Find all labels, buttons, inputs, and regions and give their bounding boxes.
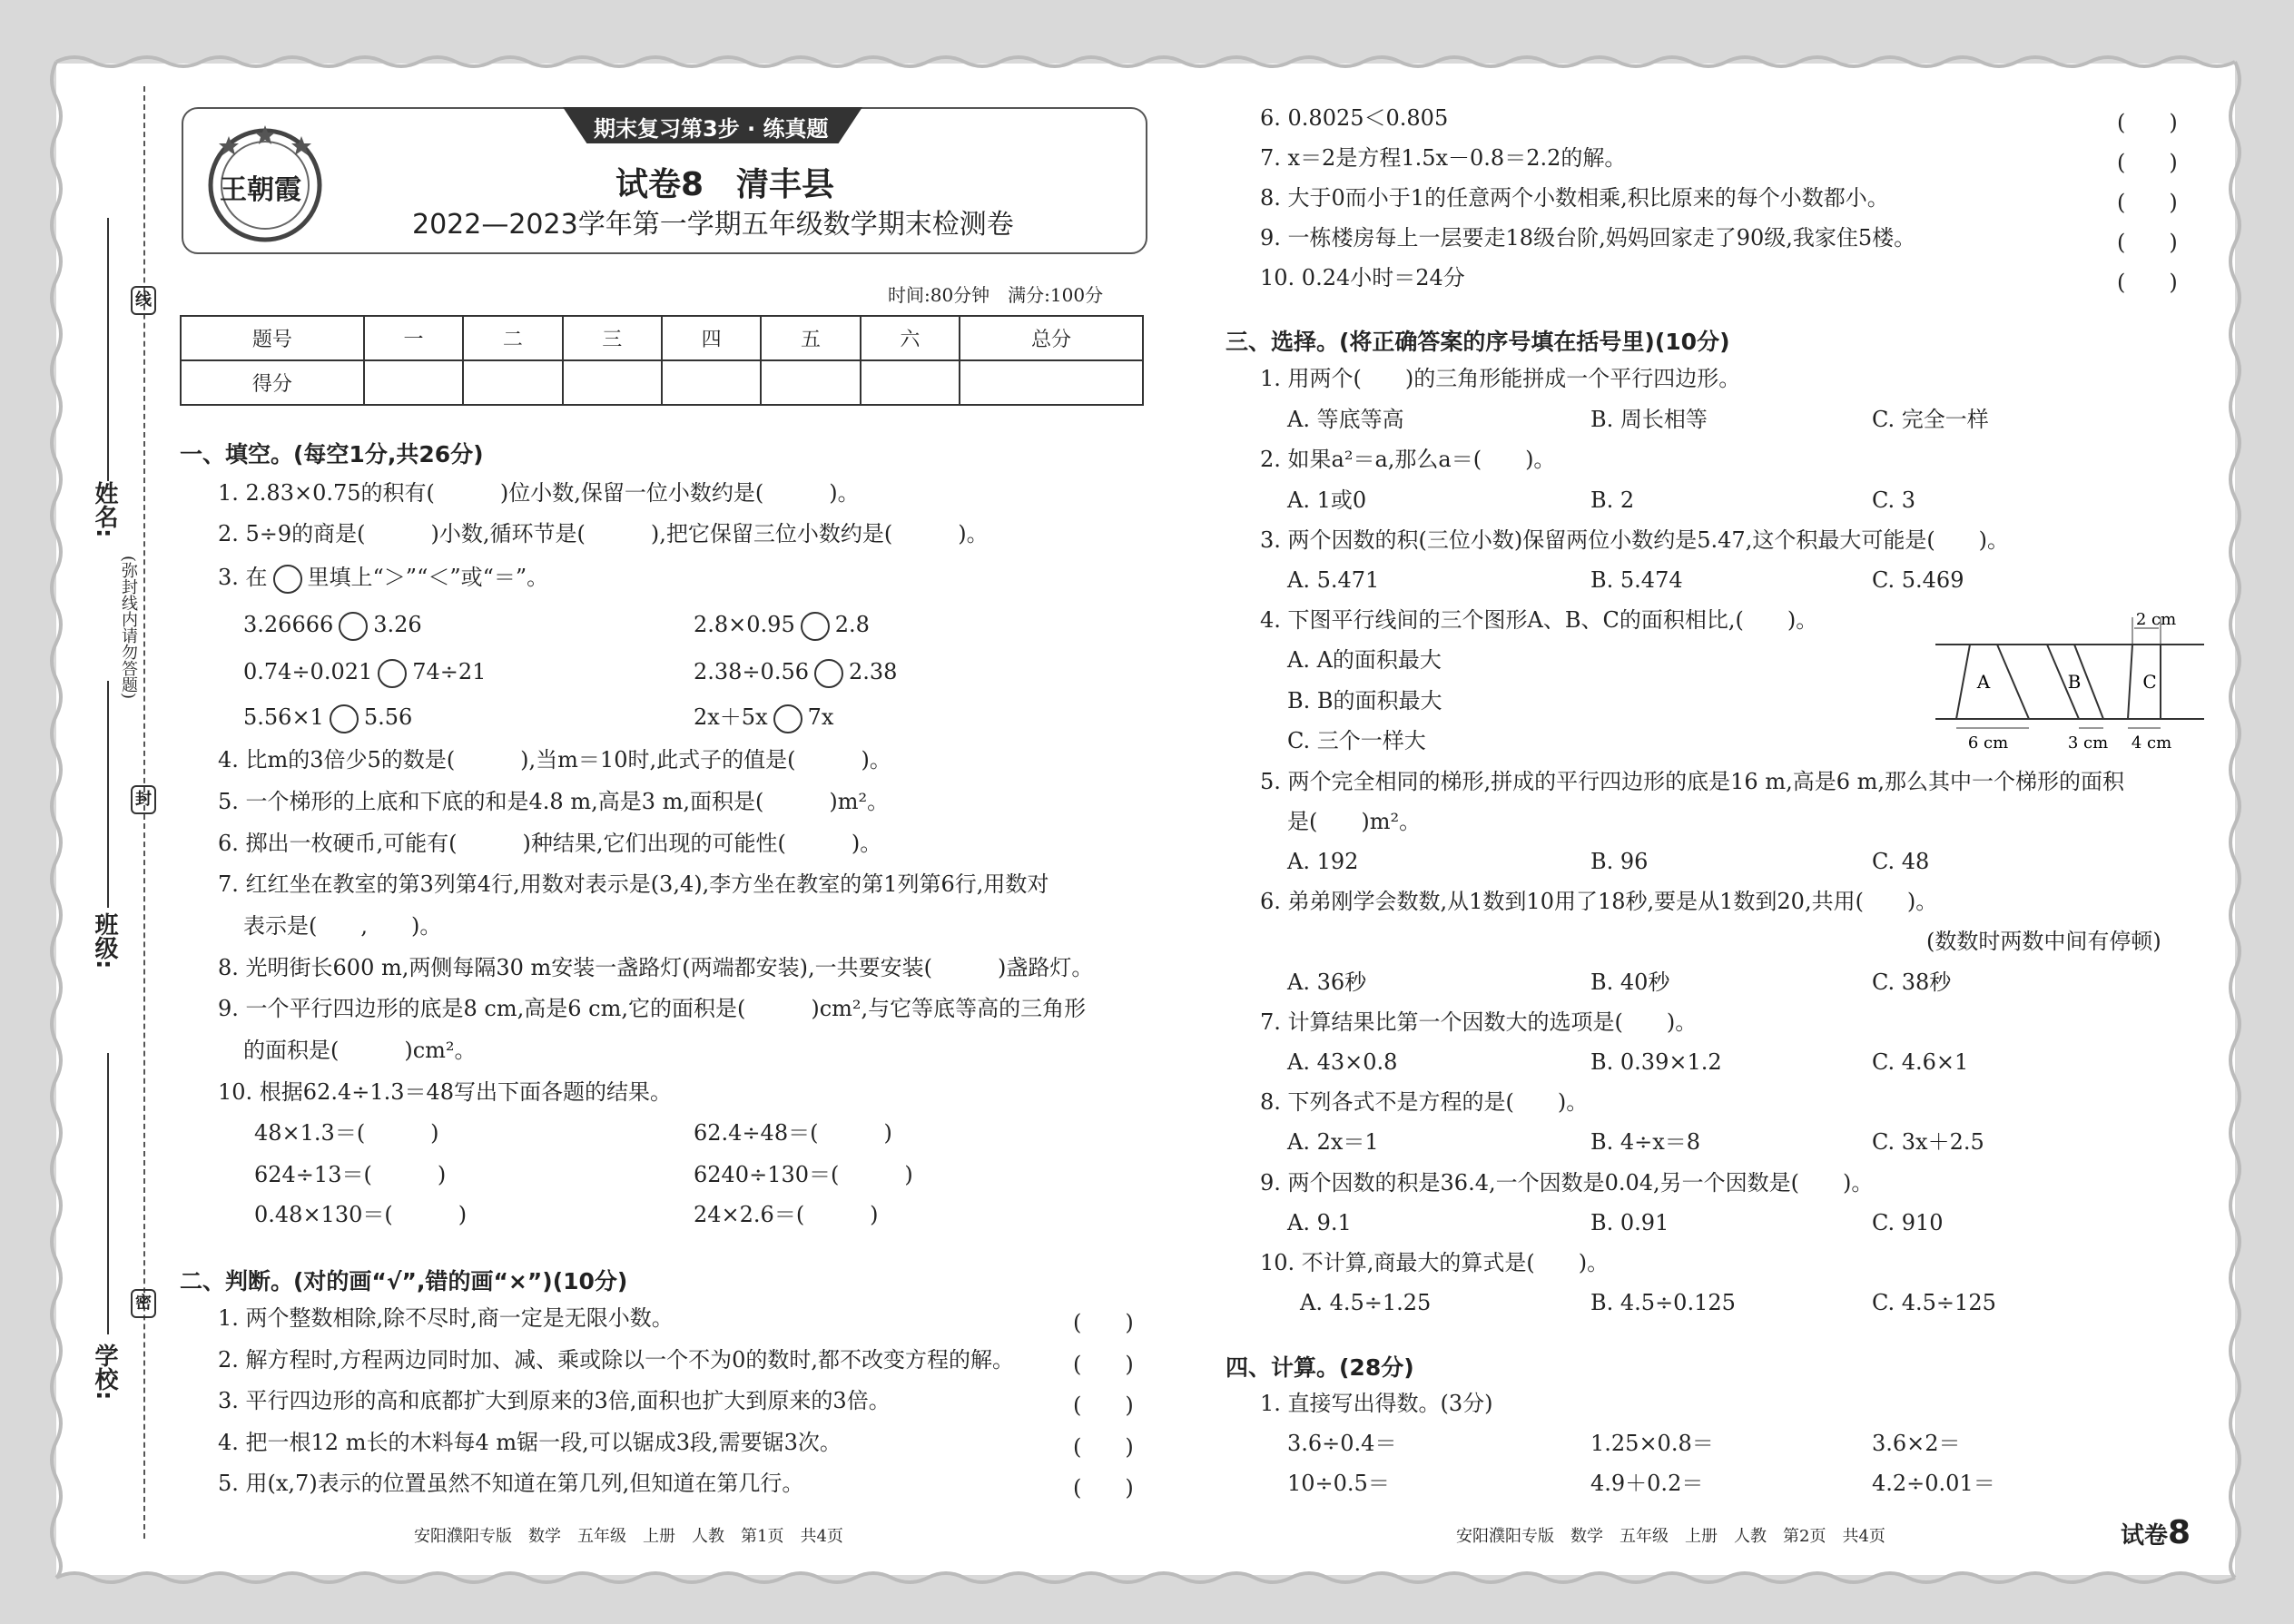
option: A. 192 [1287,849,1359,874]
judge-item: 2. 解方程时,方程两边同时加、减、乘或除以一个不为0的数时,都不改变方程的解。 [218,1347,1015,1373]
score-header: 一 [364,316,463,360]
badge-prefix: 试卷 [2121,1522,2169,1550]
binding-note: (弥封线内请勿答题) [116,556,140,699]
section3-title: 三、选择。(将正确答案的序号填在括号里)(10分) [1226,329,1730,355]
parallel-lines-figure [1934,608,2206,763]
option: B. 0.91 [1590,1210,1669,1235]
option: C. 三个一样大 [1287,728,1426,753]
mi-mark: 密 [131,1289,156,1318]
s1-q3-head: 3. 在 [218,565,268,590]
footer-left: 安阳濮阳专版 数学 五年级 上册 人教 第1页 共4页 [414,1527,843,1546]
s1-q6: 6. 掷出一枚硬币,可能有( )种结果,它们出现的可能性( )。 [218,831,882,856]
option: C. 910 [1872,1210,1944,1235]
answer-circle[interactable] [814,659,843,688]
class-label: 班级: [91,912,118,969]
option: C. 4.5÷125 [1872,1290,1996,1315]
footer-right: 安阳濮阳专版 数学 五年级 上册 人教 第2页 共4页 [1456,1527,1885,1546]
s3-q5b: 是( )m²。 [1287,809,1422,834]
judge-item: 7. x＝2是方程1.5x－0.8＝2.2的解。 [1260,145,1627,171]
option: B. 96 [1590,849,1649,874]
q10-item: 624÷13＝( ) [254,1162,447,1187]
s3-q8: 8. 下列各式不是方程的是( )。 [1260,1089,1589,1115]
judge-item: 6. 0.8025＜0.805 [1260,105,1449,131]
line-mark: 线 [131,286,156,315]
s1-q7b: 表示是( , )。 [243,913,442,939]
s1-q10: 10. 根据62.4÷1.3＝48写出下面各题的结果。 [218,1079,673,1105]
s3-q9: 9. 两个因数的积是36.4,一个因数是0.04,另一个因数是( )。 [1260,1170,1874,1196]
school-underline [107,1053,109,1334]
figure-dim: 4 cm [2131,733,2172,753]
option: B. 2 [1590,487,1635,513]
q10-item: 62.4÷48＝( ) [694,1120,892,1146]
score-row-label: 得分 [181,360,364,405]
score-cell[interactable] [861,360,960,405]
s1-q2: 2. 5÷9的商是( )小数,循环节是( ),把它保留三位小数约是( )。 [218,521,989,546]
option: A. 36秒 [1287,969,1367,995]
seal-mark: 封 [131,785,156,814]
class-underline [107,681,109,908]
s1-q8: 8. 光明街长600 m,两侧每隔30 m安装一盏路灯(两端都安装),一共要安装( )盏路灯。 [218,955,1094,980]
score-cell[interactable] [761,360,860,405]
answer-paren[interactable]: ( ) [1073,1434,1134,1460]
judge-item: 3. 平行四边形的高和底都扩大到原来的3倍,面积也扩大到原来的3倍。 [218,1388,891,1413]
option: C. 48 [1872,849,1930,874]
s1-q9a: 9. 一个平行四边形的底是8 cm,高是6 cm,它的面积是( )cm²,与它等底等高的三角形 [218,996,1087,1021]
s3-q4: 4. 下图平行线间的三个图形A、B、C的面积相比,( )。 [1260,607,1818,633]
answer-paren[interactable]: ( ) [1073,1352,1134,1377]
score-cell[interactable] [463,360,562,405]
calc-item: 1.25×0.8＝ [1590,1431,1714,1456]
option: A. 2x＝1 [1287,1129,1379,1155]
s1-q5: 5. 一个梯形的上底和下底的和是4.8 m,高是3 m,面积是( )m²。 [218,789,890,814]
option: A. 43×0.8 [1287,1049,1398,1075]
option: A. 1或0 [1287,487,1367,513]
score-header: 总分 [960,316,1143,360]
answer-circle[interactable] [330,704,359,733]
answer-paren[interactable]: ( ) [2117,150,2178,175]
figure-dim: 3 cm [2067,733,2109,753]
calc-item: 4.2÷0.01＝ [1872,1471,1995,1496]
option: C. 3 [1872,487,1916,513]
answer-paren[interactable]: ( ) [2117,190,2178,215]
score-header: 四 [662,316,761,360]
compare-item: 2.8×0.95 2.8 [694,611,870,641]
figure-dim: 6 cm [1967,733,2009,753]
compare-item: 2x＋5x 7x [694,704,833,733]
score-cell[interactable] [563,360,662,405]
figure-label-b: B [2067,671,2082,693]
section1-title: 一、填空。(每空1分,共26分) [180,441,484,468]
s1-q3-tail: 里填上“＞”“＜”或“＝”。 [307,565,549,590]
logo-text: 王朝霞 [220,174,301,206]
name-label: 姓名: [91,481,118,538]
banner-text: 期末复习第3步 · 练真题 [594,116,829,142]
option: A. 5.471 [1287,567,1380,593]
score-cell[interactable] [960,360,1143,405]
answer-paren[interactable]: ( ) [1073,1310,1134,1335]
answer-paren[interactable]: ( ) [1073,1475,1134,1501]
s3-q1: 1. 用两个( )的三角形能拼成一个平行四边形。 [1260,366,1741,391]
score-header: 六 [861,316,960,360]
school-label: 学校: [91,1343,118,1401]
option: A. 9.1 [1287,1210,1352,1235]
calc-item: 3.6÷0.4＝ [1287,1431,1397,1456]
answer-circle[interactable] [801,612,830,641]
s1-q4: 4. 比m的3倍少5的数是( ),当m＝10时,此式子的值是( )。 [218,747,891,773]
s1-q1: 1. 2.83×0.75的积有( )位小数,保留一位小数约是( )。 [218,480,860,506]
q10-item: 6240÷130＝( ) [694,1162,913,1187]
score-cell[interactable] [662,360,761,405]
s3-q7: 7. 计算结果比第一个因数大的选项是( )。 [1260,1009,1698,1035]
option: B. 4.5÷0.125 [1590,1290,1736,1315]
name-underline [107,218,109,481]
judge-item: 8. 大于0而小于1的任意两个小数相乘,积比原来的每个小数都小。 [1260,185,1889,211]
s1-q7a: 7. 红红坐在教室的第3列第4行,用数对表示是(3,4),李方坐在教室的第1列第6行,用数对 [218,871,1049,897]
option: A. 4.5÷1.25 [1300,1290,1432,1315]
section4-title: 四、计算。(28分) [1226,1354,1414,1381]
option: C. 4.6×1 [1872,1049,1969,1075]
figure-label-a: A [1976,671,1991,693]
s4-q1: 1. 直接写出得数。(3分) [1260,1391,1493,1416]
option: C. 3x＋2.5 [1872,1129,1984,1155]
judge-item: 4. 把一根12 m长的木料每4 m锯一段,可以锯成3段,需要锯3次。 [218,1430,842,1455]
calc-item: 10÷0.5＝ [1287,1471,1390,1496]
compare-item: 2.38÷0.56 2.38 [694,658,897,688]
answer-circle[interactable] [339,612,368,641]
time-info: 时间:80分钟 满分:100分 [888,284,1104,306]
answer-paren[interactable]: ( ) [1073,1393,1134,1418]
s1-q9b: 的面积是( )cm²。 [243,1038,477,1063]
score-table [180,315,1144,406]
option: B. 周长相等 [1590,407,1708,432]
calc-item: 3.6×2＝ [1872,1431,1961,1456]
option: A. 等底等高 [1287,407,1404,432]
s3-q3: 3. 两个因数的积(三位小数)保留两位小数约是5.47,这个积最大可能是( )。 [1260,527,2010,553]
score-cell[interactable] [364,360,463,405]
q10-item: 0.48×130＝( ) [254,1202,468,1227]
score-header: 题号 [181,316,364,360]
judge-item: 1. 两个整数相除,除不尽时,商一定是无限小数。 [218,1305,674,1331]
judge-item: 9. 一栋楼房每上一层要走18级台阶,妈妈回家走了90级,我家住5楼。 [1260,225,1916,251]
option: C. 完全一样 [1872,407,1989,432]
s3-q2: 2. 如果a²＝a,那么a＝( )。 [1260,447,1556,472]
compare-circle-icon [273,565,302,594]
figure-label-c: C [2142,671,2157,693]
s3-q10: 10. 不计算,商最大的算式是( )。 [1260,1250,1610,1275]
answer-circle[interactable] [773,704,802,733]
compare-item: 5.56×1 5.56 [243,704,412,733]
option: B. B的面积最大 [1287,688,1442,714]
option: B. 4÷x＝8 [1590,1129,1701,1155]
option: A. A的面积最大 [1287,647,1442,673]
badge-num: 8 [2168,1514,2191,1551]
answer-paren[interactable]: ( ) [2117,110,2178,135]
score-header: 五 [761,316,860,360]
score-header: 二 [463,316,562,360]
paper-badge [2121,1514,2191,1551]
judge-item: 5. 用(x,7)表示的位置虽然不知道在第几列,但知道在第几行。 [218,1471,804,1496]
compare-item: 3.26666 3.26 [243,611,422,641]
section2-title: 二、判断。(对的画“√”,错的画“×”)(10分) [180,1268,628,1294]
score-header: 三 [563,316,662,360]
page-title: 试卷8 清丰县 [615,166,835,203]
compare-item: 0.74÷0.021 74÷21 [243,658,486,688]
option: B. 40秒 [1590,969,1670,995]
s3-q6-note: (数数时两数中间有停顿) [1926,929,2161,954]
answer-circle[interactable] [378,659,407,688]
calc-item: 4.9＋0.2＝ [1590,1471,1704,1496]
s3-q6: 6. 弟弟刚学会数数,从1数到10用了18秒,要是从1数到20,共用( )。 [1260,889,1938,914]
figure-top-dim: 2 cm [2135,610,2177,629]
q10-item: 24×2.6＝( ) [694,1202,879,1227]
page-subtitle: 2022—2023学年第一学期五年级数学期末检测卷 [412,209,1014,241]
answer-paren[interactable]: ( ) [2117,270,2178,295]
option: C. 5.469 [1872,567,1964,593]
q10-item: 48×1.3＝( ) [254,1120,439,1146]
logo [202,120,329,247]
option: B. 5.474 [1590,567,1683,593]
option: C. 38秒 [1872,969,1952,995]
answer-paren[interactable]: ( ) [2117,230,2178,255]
s3-q5a: 5. 两个完全相同的梯形,拼成的平行四边形的底是16 m,高是6 m,那么其中一个梯形的面积 [1260,769,2124,794]
option: B. 0.39×1.2 [1590,1049,1722,1075]
judge-item: 10. 0.24小时＝24分 [1260,265,1465,290]
s1-q3 [218,564,548,594]
